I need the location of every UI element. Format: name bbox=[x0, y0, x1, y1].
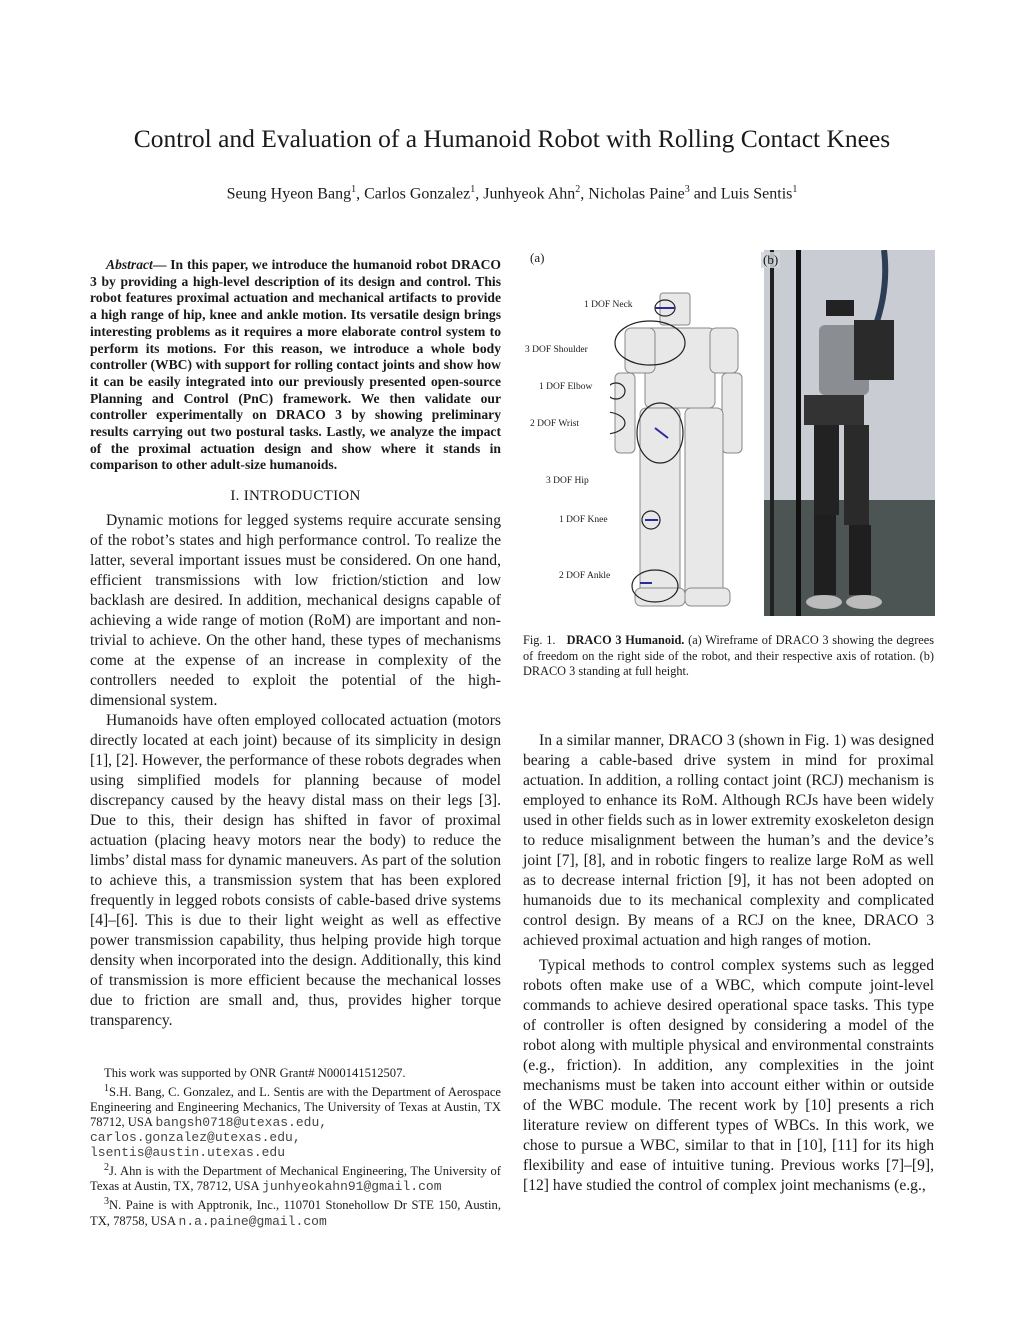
dof-label-wrist: 2 DOF Wrist bbox=[530, 419, 580, 429]
affiliation-marker: 2 bbox=[575, 184, 581, 195]
abstract bbox=[90, 257, 501, 474]
affiliation-marker: 1 bbox=[351, 184, 357, 195]
panel-b-label: (b) bbox=[763, 252, 779, 267]
author-name: Junhyeok Ahn bbox=[483, 185, 576, 203]
author-separator: , bbox=[356, 185, 365, 203]
footnote-text: S.H. Bang, C. Gonzalez, and L. Sentis are with the Department of Aerospace Engineering and Engineering Mechanics, The University of Texas at Austin, TX 78712, USA bbox=[90, 1085, 501, 1130]
footnotes bbox=[90, 1066, 501, 1229]
footnote-marker: 2 bbox=[104, 1162, 109, 1174]
affiliation-marker: 1 bbox=[792, 184, 798, 195]
author-separator: , bbox=[580, 185, 589, 203]
paragraph: In a similar manner, DRACO 3 (shown in Fig. 1) was designed bearing a cable-based drive system in mind for proximal actuation. In addition, a rolling contact joint (RCJ) mechanism is employed to enhance its RoM. Although RCJs have been widely used in other fields such as in lower extremity exoskeleton design to reduce misalignment between the human’s and the device’s joint [7], [8], and in robotic fingers to realize large RoM as well as to decrease internal friction [9], it has not been adopted on humanoids due to its mechanical complexity and complicated control design. By means of a RCJ on the knee, DRACO 3 achieved proximal actuation and high ranges of motion. bbox=[523, 732, 934, 949]
author-name: Carlos Gonzalez bbox=[364, 185, 471, 203]
abstract-label: Abstract bbox=[106, 257, 153, 272]
panel-a-label: (a) bbox=[530, 250, 545, 265]
right-column bbox=[523, 731, 934, 1196]
author-separator: , bbox=[475, 185, 484, 203]
paragraph: Typical methods to control complex systems such as legged robots often make use of a WBC, which compute joint-level commands to achieve desired operational space tasks. This type of controller is often designed by considering a model of the robot along with multiple physical and environmental constraints (e.g., friction). In addition, any complexities in the joint mechanisms must be taken into account either within or outside of the WBC module. The recent work by [10] presents a rich literature review on different types of WBCs. In this work, we chose to pursue a WBC, similar to that in [10], [11] for its high flexibility and ease of intuitive tuning. Previous works [7]–[9], [12] have studied the control of complex joint mechanisms (e.g., bbox=[523, 957, 934, 1194]
abstract-text: In this paper, we introduce the humanoid robot DRACO 3 by providing a high-level description of its design and control. This robot features proximal actuation and mechanical artifacts to provide a high range of hip, knee and ankle motion. Its versatile design brings interesting problems as it requires a more elaborate control system to perform its motions. For this reason, we introduce a whole body controller (WBC) with support for rolling contact joints and show how it can be easily integrated into our previously presented open-source Planning and Control (PnC) framework. We then validate our controller experimentally on DRACO 3 by showing preliminary results carrying out two postural tasks. Lastly, we analyze the impact of the proximal actuation design and show where it stands in comparison to other adult-size humanoids. bbox=[90, 257, 501, 473]
caption-label: Fig. 1. bbox=[523, 633, 556, 647]
dof-label-shoulder: 3 DOF Shoulder bbox=[525, 345, 588, 355]
robot-wireframe-drawing bbox=[610, 283, 780, 613]
footnote-2 bbox=[90, 1160, 501, 1194]
abstract-dash: — bbox=[152, 257, 171, 272]
paper-title: Control and Evaluation of a Humanoid Robot with Rolling Contact Knees bbox=[133, 124, 891, 153]
footnote-grant: This work was supported by ONR Grant# N000141512507. bbox=[104, 1066, 406, 1080]
dof-label-ankle: 2 DOF Ankle bbox=[559, 571, 611, 581]
email: junhyeokahn91@gmail.com bbox=[262, 1179, 442, 1195]
figure-1 bbox=[520, 248, 936, 618]
affiliation-marker: 3 bbox=[684, 184, 690, 195]
email: carlos.gonzalez@utexas.edu, bbox=[90, 1130, 301, 1146]
author-separator: and bbox=[689, 185, 721, 203]
email: n.a.paine@gmail.com bbox=[178, 1213, 327, 1229]
dof-label-elbow: 1 DOF Elbow bbox=[539, 382, 593, 392]
dof-label-neck: 1 DOF Neck bbox=[584, 300, 633, 310]
section-heading: I. INTRODUCTION bbox=[230, 488, 361, 505]
author-name: Seung Hyeon Bang bbox=[226, 185, 352, 203]
paragraph: Dynamic motions for legged systems require accurate sensing of the robot’s states and high performance control. To realize the latter, several important issues must be considered. On one hand, efficient transmissions with low friction/stiction and low backlash are desired. In addition, mechanical designs capable of achieving a wide range of motion (RoM) are important and non-trivial to achieve. On the other hand, these types of mechanisms come at the expense of an increase in complexity of the controllers needed to exploit the potential of the high-dimensional system. bbox=[90, 512, 501, 710]
footnote-1 bbox=[90, 1081, 501, 1160]
footnote-marker: 3 bbox=[104, 1196, 109, 1208]
footnote-3 bbox=[90, 1194, 501, 1228]
author-name: Nicholas Paine bbox=[588, 185, 685, 203]
author-name: Luis Sentis bbox=[720, 185, 793, 203]
footnote-marker: 1 bbox=[104, 1083, 109, 1094]
paragraph: Humanoids have often employed collocated actuation (motors directly located at each joint) because of its simplicity in design [1], [2]. However, the performance of these robots degrades when using simplified models for planning because of model discrepancy caused by the heavy distal mass on their legs [3]. Due to this, their design has shifted in favor of proximal actuation (placing heavy motors near the body) to reduce the limbs’ distal mass for dynamic maneuvers. As part of the solution to achieve this, a transmission system that has been explored frequently in legged robots consists of cable-based drive systems [4]–[6]. This is due to their light weight as well as effective power transmission capability, thus helping provide high torque density when incorporated into the design. Additionally, this kind of transmission is more efficient because the mechanical losses due to friction are small and, thus, provides higher torque transparency. bbox=[90, 712, 501, 1030]
figure-caption bbox=[523, 633, 934, 680]
affiliation-marker: 1 bbox=[470, 184, 476, 195]
left-column bbox=[90, 257, 501, 1031]
email: bangsh0718@utexas.edu, bbox=[155, 1115, 328, 1131]
dof-label-knee: 1 DOF Knee bbox=[559, 515, 608, 525]
robot-photo bbox=[764, 250, 935, 616]
caption-title: DRACO 3 Humanoid. bbox=[566, 633, 685, 647]
email: lsentis@austin.utexas.edu bbox=[90, 1145, 286, 1161]
footnote-text: J. Ahn is with the Department of Mechanical Engineering, The University of Texas at Austin, TX, 78712, USA bbox=[90, 1164, 501, 1194]
footnote-text: N. Paine is with Apptronik, Inc., 110701 Stonehollow Dr STE 150, Austin, TX, 78758, USA bbox=[90, 1198, 501, 1228]
dof-label-hip: 3 DOF Hip bbox=[546, 476, 589, 486]
caption-text: (a) Wireframe of DRACO 3 showing the degrees of freedom on the right side of the robot, and their respective axis of rotation. (b) DRACO 3 standing at full height. bbox=[523, 633, 934, 678]
author-list bbox=[0, 184, 1024, 203]
